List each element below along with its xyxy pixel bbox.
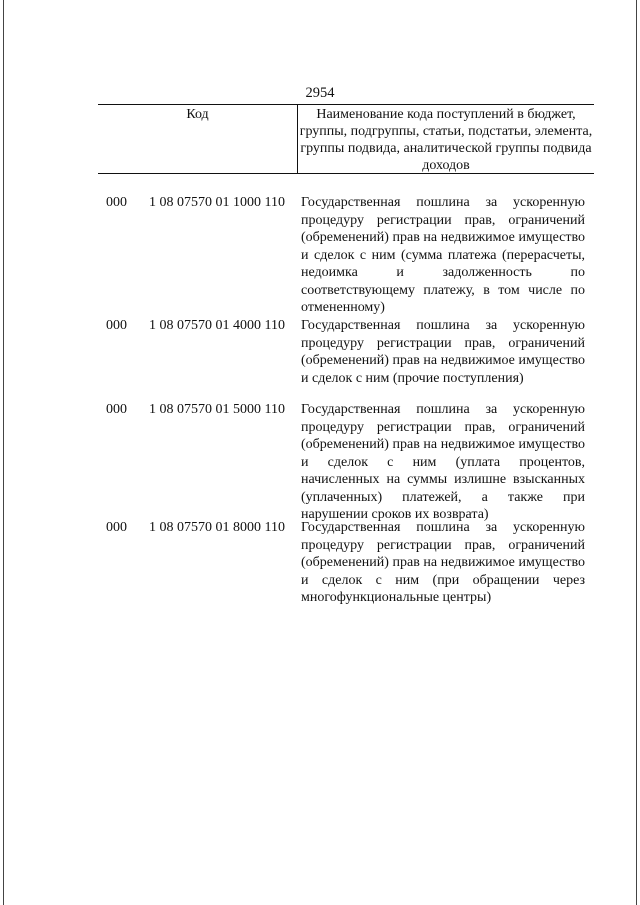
header-code-column: Код [98,105,298,173]
admin-code: 000 [106,520,127,535]
revenue-code: 1 08 07570 01 5000 110 [149,402,285,417]
revenue-code: 1 08 07570 01 8000 110 [149,520,285,535]
header-name-column: Наименование кода поступлений в бюджет, группы, подгруппы, статьи, подстатьи, элемента, группы подвида, аналитической группы подвида доходов [299,107,593,173]
revenue-description: Государственная пошлина за ускоренную процедуру регистрации прав, ограничений (обременений) прав на недвижимое имущество и сделок с ним (прочие поступления) [301,318,585,386]
revenue-code: 1 08 07570 01 4000 110 [149,318,285,333]
page-number: 2954 [305,85,335,101]
revenue-description: Государственная пошлина за ускоренную процедуру регистрации прав, ограничений (обременений) прав на недвижимое имущество и сделок с ним (уплата процентов, начисленных на суммы излишне взысканных (уплаченных) платежей, а также при нарушении сроков их возврата) [301,402,585,522]
admin-code: 000 [106,318,127,333]
table-header [98,104,594,174]
revenue-description: Государственная пошлина за ускоренную процедуру регистрации прав, ограничений (обременений) прав на недвижимое имущество и сделок с ним (сумма платежа (перерасчеты, недоимка и задолженность по соответствующему платежу, в том числе по отмененному) [301,195,585,315]
page-right-edge [636,0,637,905]
revenue-description: Государственная пошлина за ускоренную процедуру регистрации прав, ограничений (обременений) прав на недвижимое имущество и сделок с ним (при обращении через многофункциональные центры) [301,520,585,605]
revenue-code: 1 08 07570 01 1000 110 [149,195,285,210]
page-left-edge [3,0,4,905]
admin-code: 000 [106,195,127,210]
admin-code: 000 [106,402,127,417]
